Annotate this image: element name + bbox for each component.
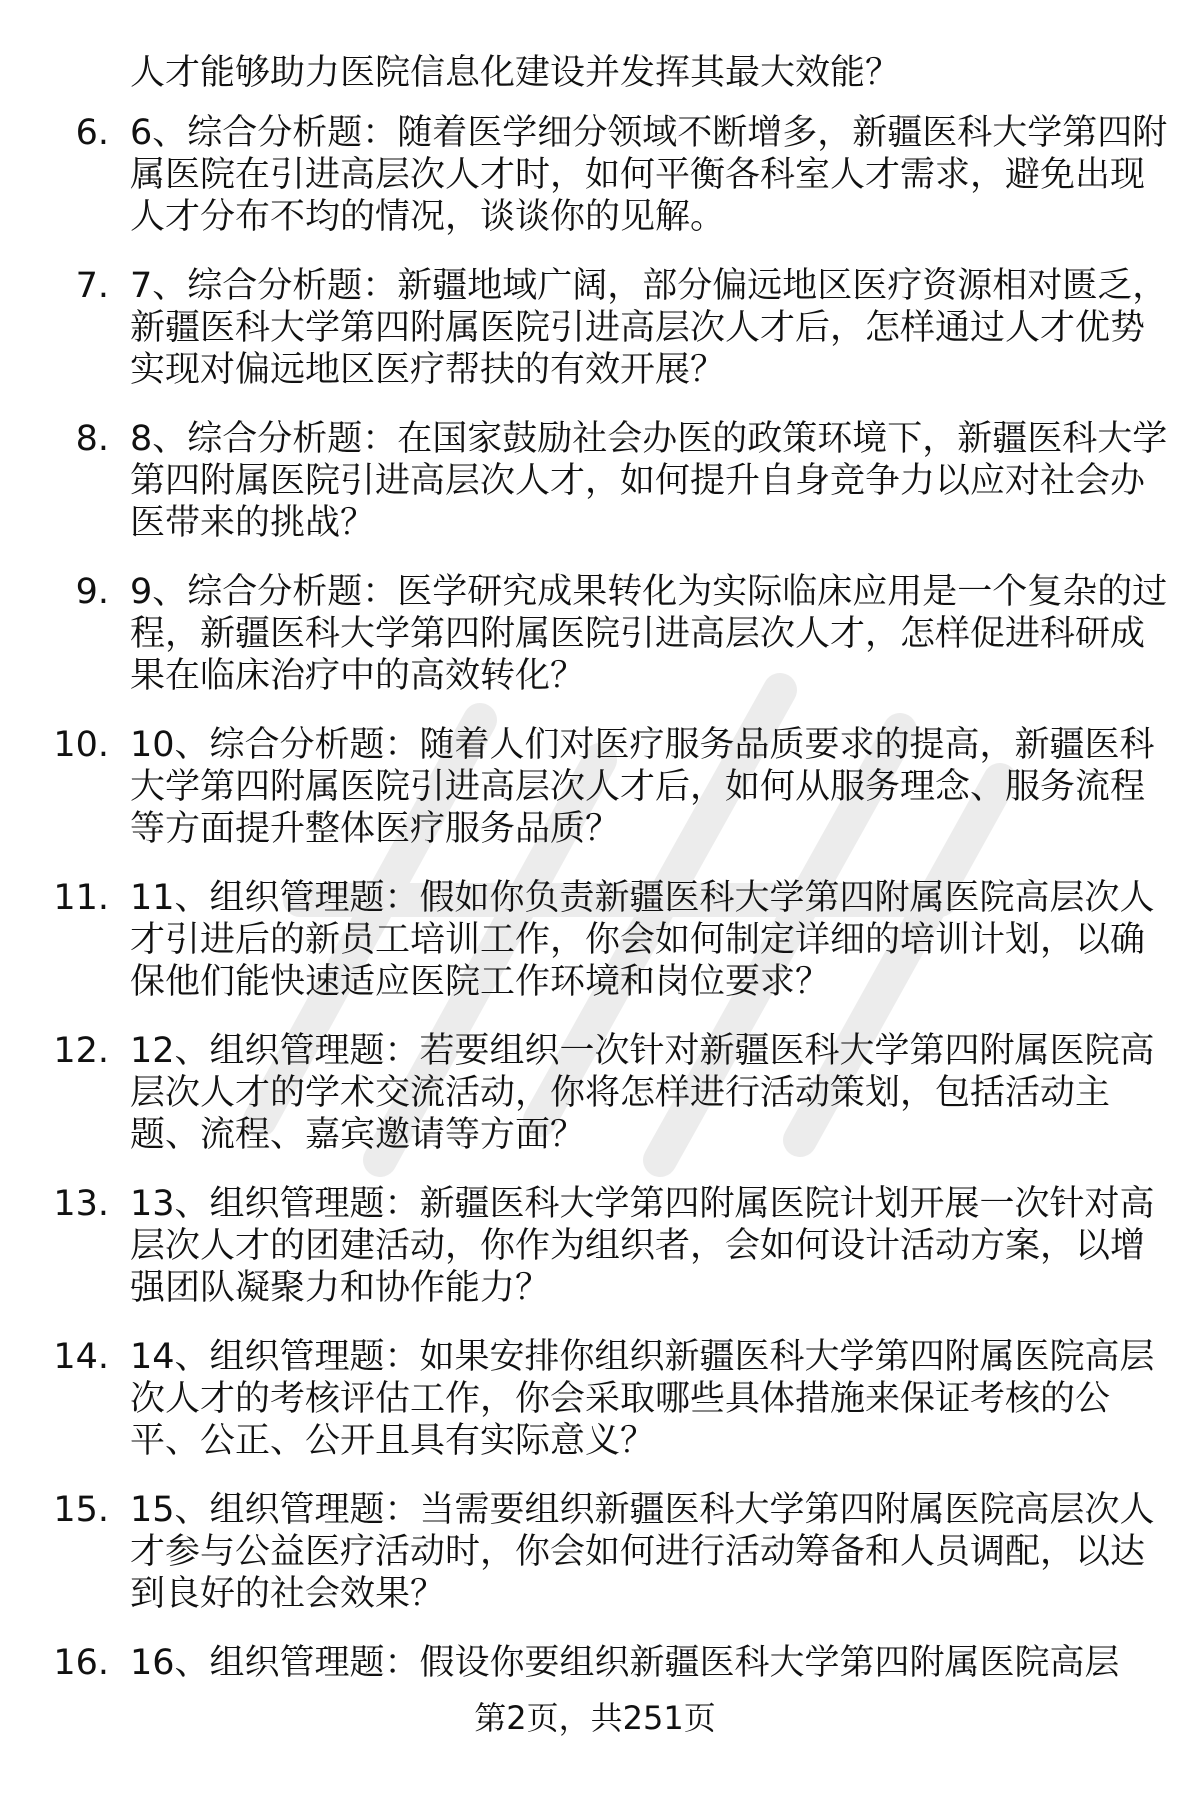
item-number: 15.: [53, 1490, 109, 1530]
item-number: 6.: [75, 113, 109, 153]
item-number: 8.: [75, 419, 109, 459]
item-number: 14.: [53, 1337, 109, 1377]
item-number: 13.: [53, 1184, 109, 1224]
list-item: [0, 1030, 1190, 1183]
list-item: [0, 265, 1190, 418]
item-number: 12.: [53, 1031, 109, 1071]
list-item: [0, 1183, 1190, 1336]
item-text: 16、组织管理题：假设你要组织新疆医科大学第四附属医院高层: [130, 1643, 1120, 1683]
item-number: 10.: [53, 725, 109, 765]
page-footer: 第2页，共251页: [474, 1699, 716, 1737]
item-text: 6、综合分析题：随着医学细分领域不断增多，新疆医科大学第四附属医院在引进高层次人才时，如何平衡各科室人才需求，避免出现人才分布不均的情况，谈谈你的见解。: [130, 113, 1168, 237]
list-item: [0, 418, 1190, 571]
item-number: 9.: [75, 572, 109, 612]
item-text: 15、组织管理题：当需要组织新疆医科大学第四附属医院高层次人才参与公益医疗活动时，你会如何进行活动筹备和人员调配，以达到良好的社会效果？: [130, 1490, 1155, 1614]
continuation-text: 人才能够助力医院信息化建设并发挥其最大效能？: [130, 53, 901, 93]
item-text: 9、综合分析题：医学研究成果转化为实际临床应用是一个复杂的过程，新疆医科大学第四附属医院引进高层次人才，怎样促进科研成果在临床治疗中的高效转化？: [130, 572, 1168, 696]
item-text: 14、组织管理题：如果安排你组织新疆医科大学第四附属医院高层次人才的考核评估工作，你会采取哪些具体措施来保证考核的公平、公正、公开且具有实际意义？: [130, 1337, 1155, 1461]
item-text: 13、组织管理题：新疆医科大学第四附属医院计划开展一次针对高层次人才的团建活动，你作为组织者，会如何设计活动方案，以增强团队凝聚力和协作能力？: [130, 1184, 1155, 1308]
question-list: [0, 112, 1190, 1795]
item-text: 11、组织管理题：假如你负责新疆医科大学第四附属医院高层次人才引进后的新员工培训工作，你会如何制定详细的培训计划，以确保他们能快速适应医院工作环境和岗位要求？: [130, 878, 1155, 1002]
list-item: [0, 571, 1190, 724]
item-text: 10、综合分析题：随着人们对医疗服务品质要求的提高，新疆医科大学第四附属医院引进高层次人才后，如何从服务理念、服务流程等方面提升整体医疗服务品质？: [130, 725, 1155, 849]
item-text: 7、综合分析题：新疆地域广阔，部分偏远地区医疗资源相对匮乏，新疆医科大学第四附属医院引进高层次人才后，怎样通过人才优势实现对偏远地区医疗帮扶的有效开展？: [130, 266, 1168, 390]
list-item: [0, 724, 1190, 877]
list-item: [0, 112, 1190, 265]
item-number: 16.: [53, 1643, 109, 1683]
list-item: [0, 1489, 1190, 1642]
item-number: 7.: [75, 266, 109, 306]
item-text: 8、综合分析题：在国家鼓励社会办医的政策环境下，新疆医科大学第四附属医院引进高层次人才，如何提升自身竞争力以应对社会办医带来的挑战？: [130, 419, 1168, 543]
item-text: 12、组织管理题：若要组织一次针对新疆医科大学第四附属医院高层次人才的学术交流活动，你将怎样进行活动策划，包括活动主题、流程、嘉宾邀请等方面？: [130, 1031, 1155, 1155]
list-item: [0, 1336, 1190, 1489]
list-item: [0, 877, 1190, 1030]
item-number: 11.: [53, 878, 109, 918]
